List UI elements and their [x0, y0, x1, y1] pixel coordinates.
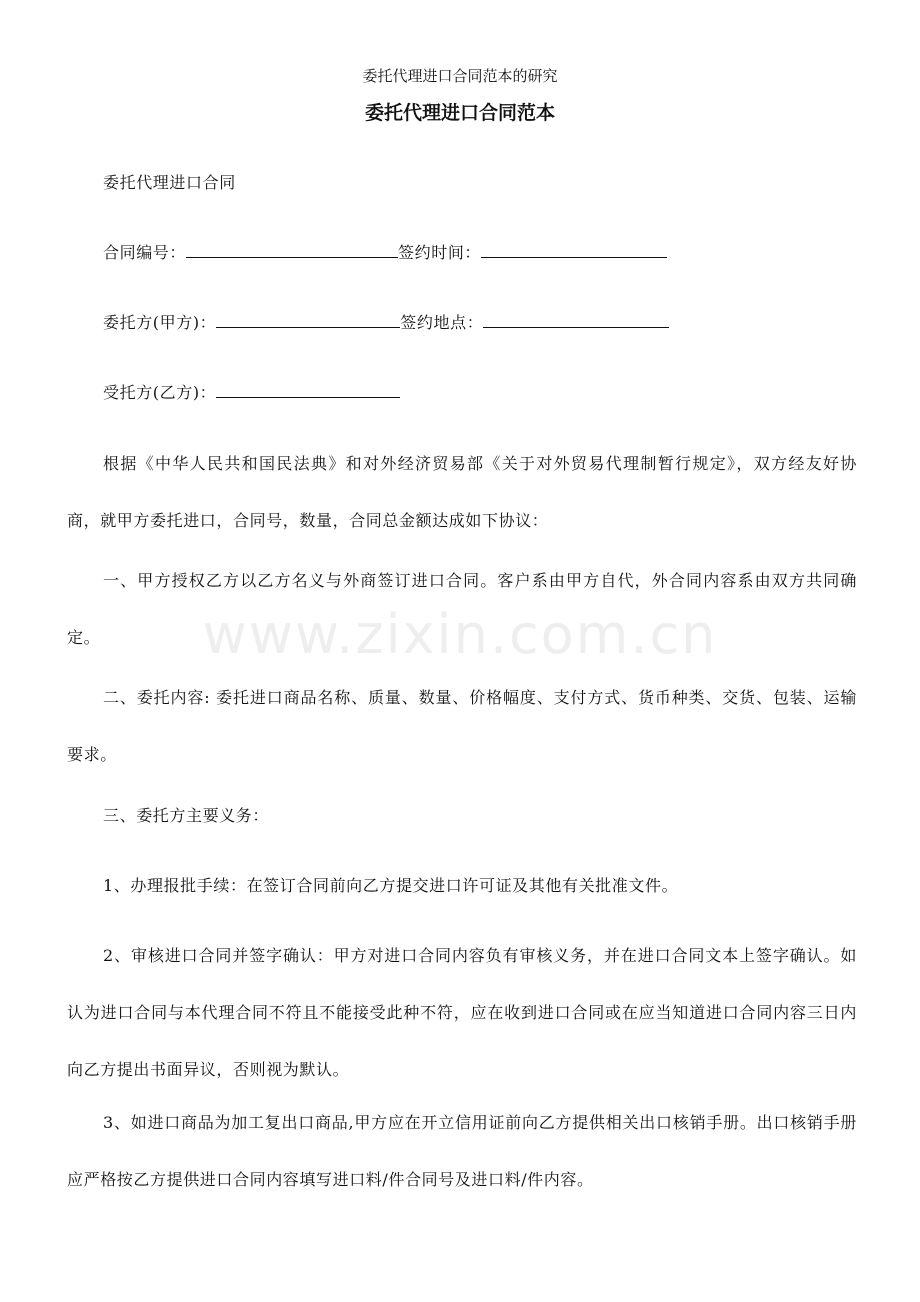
page-header: 委托代理进口合同范本的研究: [362, 67, 558, 85]
document-title: 委托代理进口合同范本: [364, 102, 555, 124]
client-row: [67, 311, 857, 335]
sign-place-label: 签约地点：: [400, 313, 484, 332]
contract-number-blank: [186, 243, 398, 258]
agent-blank: [216, 383, 400, 398]
client-blank: [216, 313, 400, 328]
paragraph-intro: 根据《中华人民共和国民法典》和对外经济贸易部《关于对外贸易代理制暂行规定》，双方经友好协商，就甲方委托进口，合同号，数量，合同总金额达成如下协议：: [67, 454, 857, 530]
contract-subtitle: [67, 171, 857, 195]
agent-label: 受托方(乙方)：: [103, 383, 217, 402]
paragraph-clause-3-2: 2、审核进口合同并签字确认：甲方对进口合同内容负有审核义务，并在进口合同文本上签字确认。如认为进口合同与本代理合同不符且不能接受此种不符，应在收到进口合同或在应当知道进口合同内容三日内向乙方提出书面异议，否则视为默认。: [67, 946, 857, 1079]
paragraph-clause-3: 三、委托方主要义务：: [103, 806, 270, 825]
paragraph-clause-3-1: 1、办理报批手续：在签订合同前向乙方提交进口许可证及其他有关批准文件。: [103, 876, 679, 895]
sign-time-label: 签约时间：: [398, 243, 482, 262]
paragraph-clause-1: 一、甲方授权乙方以乙方名义与外商签订进口合同。客户系由甲方自代，外合同内容系由双方共同确定。: [67, 571, 857, 647]
paragraph-clause-2: 二、委托内容: 委托进口商品名称、质量、数量、价格幅度、支付方式、货币种类、交货、包装、运输要求。: [67, 688, 857, 764]
contract-number-label: 合同编号：: [103, 243, 187, 262]
paragraph-clause-3-3: 3、如进口商品为加工复出口商品,甲方应在开立信用证前向乙方提供相关出口核销手册。出口核销手册应严格按乙方提供进口合同内容填写进口料/件合同号及进口料/件内容。: [67, 1113, 857, 1189]
contract-number-row: [67, 241, 857, 265]
subtitle-text: 委托代理进口合同: [103, 173, 236, 192]
sign-time-blank: [481, 243, 667, 258]
agent-row: [67, 381, 857, 405]
client-label: 委托方(甲方)：: [103, 313, 217, 332]
watermark-text: www.zixin.com.cn: [202, 603, 718, 666]
sign-place-blank: [483, 313, 669, 328]
